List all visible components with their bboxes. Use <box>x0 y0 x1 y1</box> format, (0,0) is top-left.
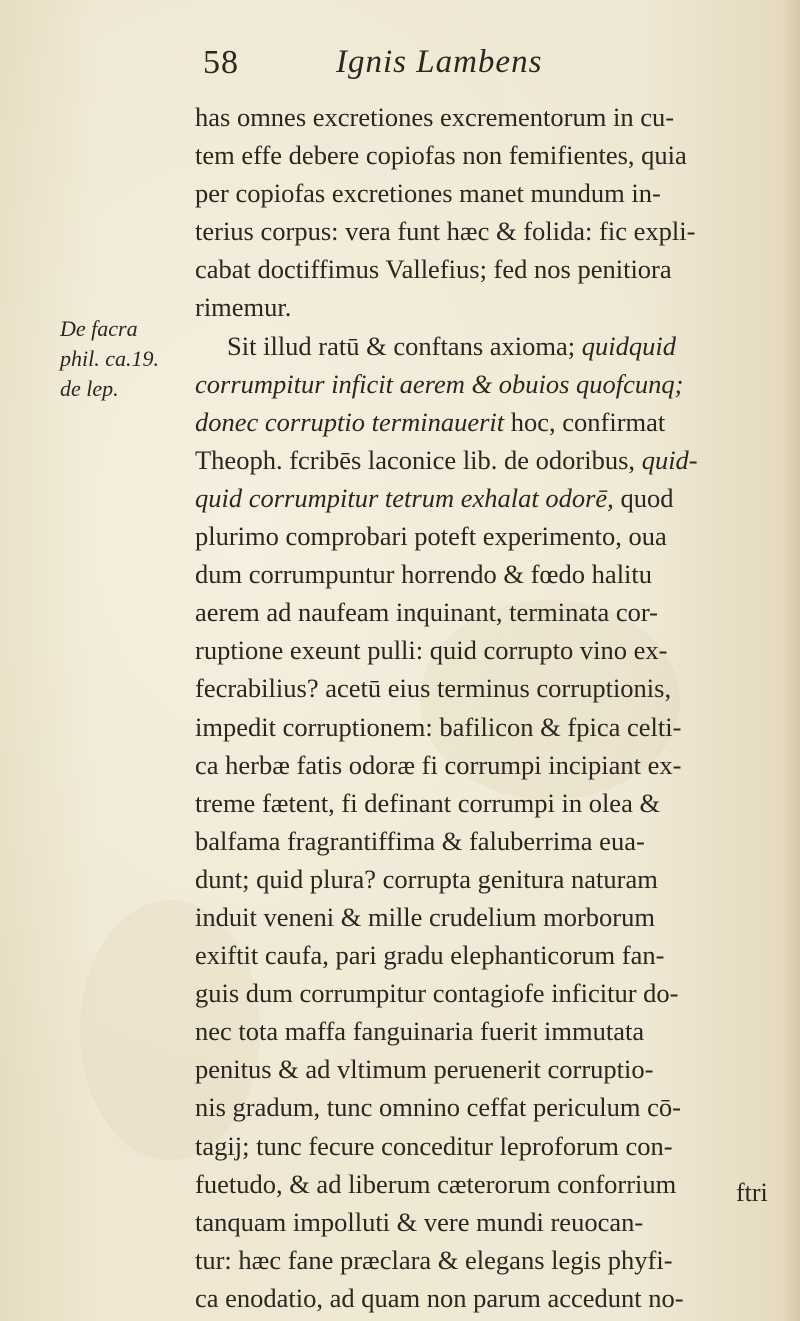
text-line: fecrabilius? acetū eius terminus corruptionis, <box>195 673 672 704</box>
text-line: exiftit caufa, pari gradu elephanticorum fan- <box>195 940 665 971</box>
text-line: impedit corruptionem: bafilicon & fpica celti- <box>195 711 682 742</box>
text-line: dum corrumpuntur horrendo & fœdo halitu <box>195 559 653 590</box>
margin-note-line: de lep. <box>60 376 119 401</box>
margin-note-line: De facra <box>60 316 138 341</box>
text-line: per copiofas excretiones manet mundum in- <box>195 178 661 209</box>
text-line: nis gradum, tunc omnino ceffat periculum cō- <box>195 1092 681 1123</box>
text-line: tagij; tunc fecure conceditur leproforum con- <box>195 1130 673 1161</box>
text-line: tur: hæc fane præclara & elegans legis phyfi- <box>195 1244 673 1275</box>
text-line: fuetudo, & ad liberum cæterorum conforrium <box>195 1168 677 1199</box>
italic-text: donec corruptio terminauerit <box>195 406 505 437</box>
text-line: balfama fragrantiffima & faluberrima eua- <box>195 825 645 856</box>
text-line: cabat doctiffimus Vallefius; fed nos penitiora <box>195 254 672 285</box>
margin-note <box>60 314 190 404</box>
margin-note-line: phil. ca.19. <box>60 346 159 371</box>
text-line: terius corpus: vera funt hæc & folida: fic expli- <box>195 216 696 247</box>
text-line: plurimo comprobari poteft experimento, oua <box>195 521 667 552</box>
text-line <box>195 479 790 517</box>
text-line: nec tota maffa fanguinaria fuerit immutata <box>195 1016 645 1047</box>
text-line: ca enodatio, ad quam non parum accedunt no- <box>195 1282 684 1313</box>
text-line: tanquam impolluti & vere mundi reuocan- <box>195 1206 644 1237</box>
text-line: ca herbæ fatis odoræ fi corrumpi incipiant ex- <box>195 749 682 780</box>
text-line: ruptione exeunt pulli: quid corrupto vino ex- <box>195 635 668 666</box>
page-number: 58 <box>203 44 239 81</box>
text-line: dunt; quid plura? corrupta genitura naturam <box>195 863 658 894</box>
roman-text: quod <box>613 482 674 513</box>
roman-text: hoc, confirmat <box>504 406 666 437</box>
italic-text: quid- <box>641 444 698 475</box>
running-title: Ignis Lambens <box>336 44 543 80</box>
text-line: induit veneni & mille crudelium morborum <box>195 901 655 932</box>
roman-text: Sit illud ratū & conftans axioma; <box>227 330 582 361</box>
text-line <box>195 327 790 365</box>
text-line <box>195 441 790 479</box>
italic-text: corrumpitur inficit aerem & obuios quofcunq; <box>195 368 684 399</box>
italic-text: quid corrumpitur tetrum exhalat odorē, <box>195 482 614 513</box>
text-line: has omnes excretiones excrementorum in cu- <box>195 102 675 132</box>
page-header <box>0 44 800 94</box>
roman-text: Theoph. fcribēs laconice lib. de odoribus, <box>195 444 642 475</box>
text-line <box>195 365 790 403</box>
text-line <box>195 403 790 441</box>
text-line: treme fætent, fi definant corrumpi in olea & <box>195 787 661 818</box>
text-line: penitus & ad vltimum peruenerit corruptio- <box>195 1054 654 1085</box>
text-line: guis dum corrumpitur contagiofe inficitur do- <box>195 978 679 1009</box>
body-text <box>195 98 790 1317</box>
text-line: tem effe debere copiofas non femifientes, quia <box>195 140 687 171</box>
italic-text: quidquid <box>581 330 676 361</box>
text-line: rimemur. <box>195 292 292 323</box>
catchword: ftri <box>736 1178 768 1207</box>
text-line: aerem ad naufeam inquinant, terminata cor- <box>195 597 658 628</box>
